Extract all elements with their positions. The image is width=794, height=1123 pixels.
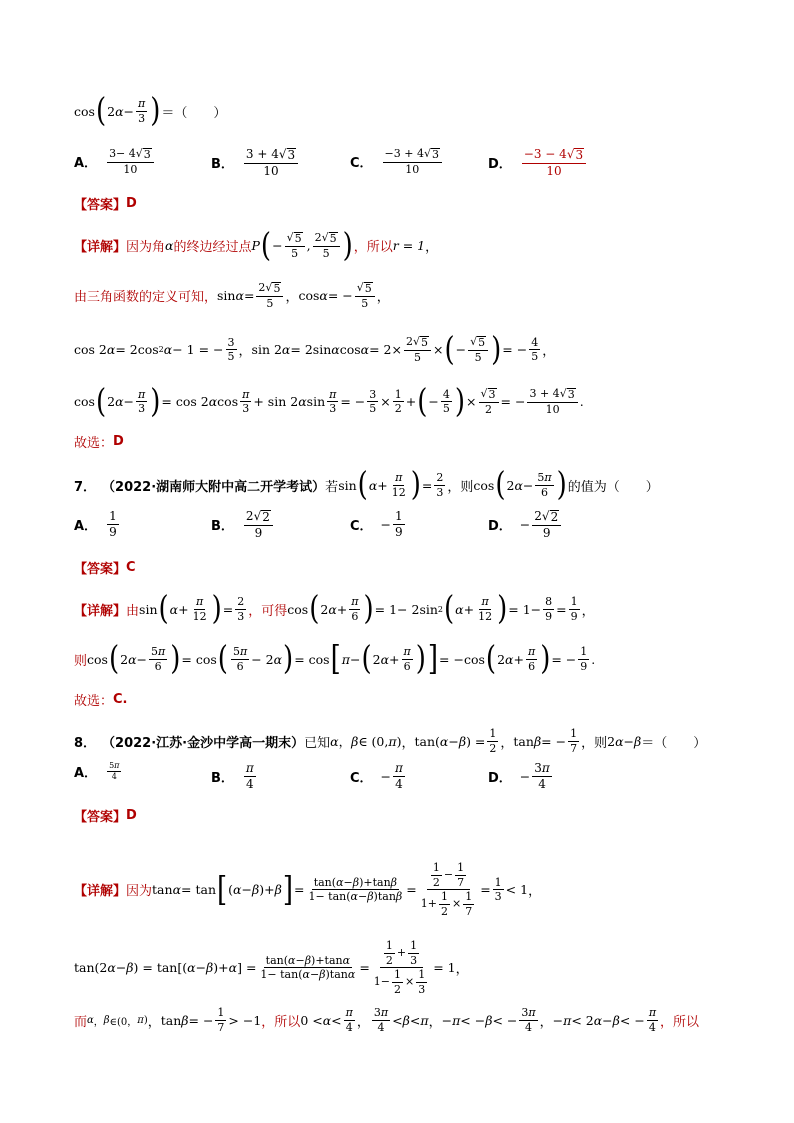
q8-option-c[interactable]: C． − $\frac{\pi}{4}$ [350, 761, 403, 791]
q8-answer-value: D [126, 808, 137, 823]
q8-answer: 【答案】 D [74, 808, 137, 825]
q7-option-d[interactable]: D． − 2√ 2 9 [488, 510, 563, 539]
q7-choose: 故选： C. [74, 692, 128, 709]
q7-answer: 【答案】 C [74, 560, 136, 577]
q6-answer-value: D [126, 196, 137, 211]
q6-stem: cos ( 2 α − $\frac{\pi}{3}$ ) ＝（ ） [74, 92, 227, 130]
q8-detail-2: tan(2 α − β ) = tan[( α − β )+ α ] = $\frac{\tan(\alpha-\beta)+\tan\alpha}{1- \tan(\alpha-\beta)\tan\alpha}$ = $\frac{1}{2}$ + $\frac{1}{3}$ 1− $\frac{1}{2}$ × $\frac{1}{3}$ = 1 ， [74, 939, 469, 996]
q6-detail-3: cos 2 α = 2cos 2 α − 1 = − $\frac{3}{5}$ ， sin 2 α = 2sin α cos α = 2× 2√ 5 5 × ( − √ 5 5 ) = − $\frac{4}{5}$ ， [74, 330, 556, 369]
q6-option-b[interactable]: B． 3 + 4√ 3 10 [211, 148, 300, 177]
q6-detail-1: 【详解】 因为角 α 的终边经过点 P ( − √ 5 5 , 2√ 5 5 ) ，所以 r = 1 ， [74, 226, 439, 265]
q6-detail-4: cos ( 2 α − $\frac{\pi}{3}$ ) = cos 2 α cos $\frac{\pi}{3}$ + sin 2 α sin $\frac{\pi}{3}$ = − $\frac{3}{5}$ × $\frac{1}{2}$ + ( − $\frac{4}{5}$ ) × √ 3 2 = − 3 + 4√ 3 10 . [74, 382, 584, 421]
q8-detail-1: 【详解】 因为 tan α = tan [ ( α − β )+ β ] = $\frac{\tan(\alpha-\beta)+\tan\beta}{1- \tan(\alpha-\beta)\tan\beta}$ = $\frac{1}{2}$ − $\frac{1}{7}$ 1+ $\frac{1}{2}$ × $\frac{1}{7}$ = $\frac{1}{3}$ < 1 ， [74, 861, 542, 918]
q8-detail-3: 而 α ， β ∈(0， π ) ， tan β = − $\frac{1}{7}$ > −1 ，所以 0 < α < $\frac{\pi}{4}$ ， $\frac{3\pi}{4}$ < β < π ， − π < − β < − $\frac{3\pi}{4}$ ， − π < 2 α − β < − $\frac{\pi}{4}$ ，所以 [74, 1006, 700, 1034]
q6-stem-end: ＝（ ） [161, 105, 227, 121]
q6-answer: 【答案】 D [74, 196, 137, 213]
q8-option-b[interactable]: B． $\frac{\pi}{4}$ [211, 761, 254, 791]
q6-option-d[interactable]: D． −3 − 4√ 3 10 [488, 148, 588, 177]
q7-detail-2: 则 cos ( 2 α − $\frac{5\pi}{6}$ ) = cos ( $\frac{5\pi}{6}$ − 2 α ) = cos [ π − ( 2 α + $\frac{\pi}{6}$ ) ] = −cos ( 2 α + $\frac{\pi}{6}$ ) = − $\frac{1}{9}$ . [74, 639, 596, 679]
q7-option-b[interactable]: B． 2√ 2 9 [211, 510, 275, 539]
q6-detail-2: 由三角函数的定义可知， sin α = 2√ 5 5 ， cos α = − √ 5 5 ， [74, 281, 390, 310]
q7-option-a[interactable]: A． $\frac{1}{9}$ [74, 509, 117, 539]
q7-detail-1: 【详解】 由 sin ( α + $\frac{\pi}{12}$ ) = $\frac{2}{3}$ ，可得 cos ( 2 α + $\frac{\pi}{6}$ ) = 1− 2sin 2 ( α + $\frac{\pi}{12}$ ) = 1− $\frac{8}{9}$ = $\frac{1}{9}$ ， [74, 590, 595, 628]
q6-option-c[interactable]: C． −3 + 4√ 3 10 [350, 148, 444, 175]
q7-answer-value: C [126, 560, 136, 575]
q7-stem: 7． （2022·湖南师大附中高二开学考试） 若 sin ( α + $\frac{\pi}{12}$ ) = $\frac{2}{3}$ ，则 cos ( 2 α − $\frac{5\pi}{6}$ ) 的值为（ ） [74, 466, 659, 504]
q8-option-d[interactable]: D． − $\frac{3\pi}{4}$ [488, 761, 550, 791]
q8-stem: 8． （2022·江苏·金沙中学高一期末） 已知 α ， β ∈ (0, π ) ， tan( α − β ) = $\frac{1}{2}$ ， tan β = − $\frac{1}{7}$ ，则 2 α − β ＝（ ） [74, 727, 707, 755]
q8-option-a[interactable]: A． $\frac{5\pi}{4}$ [74, 761, 120, 782]
q6-choose: 故选： D [74, 434, 124, 451]
q6-option-a[interactable]: A． 3− 4√ 3 10 [74, 148, 156, 175]
q7-option-c[interactable]: C． − $\frac{1}{9}$ [350, 509, 403, 539]
